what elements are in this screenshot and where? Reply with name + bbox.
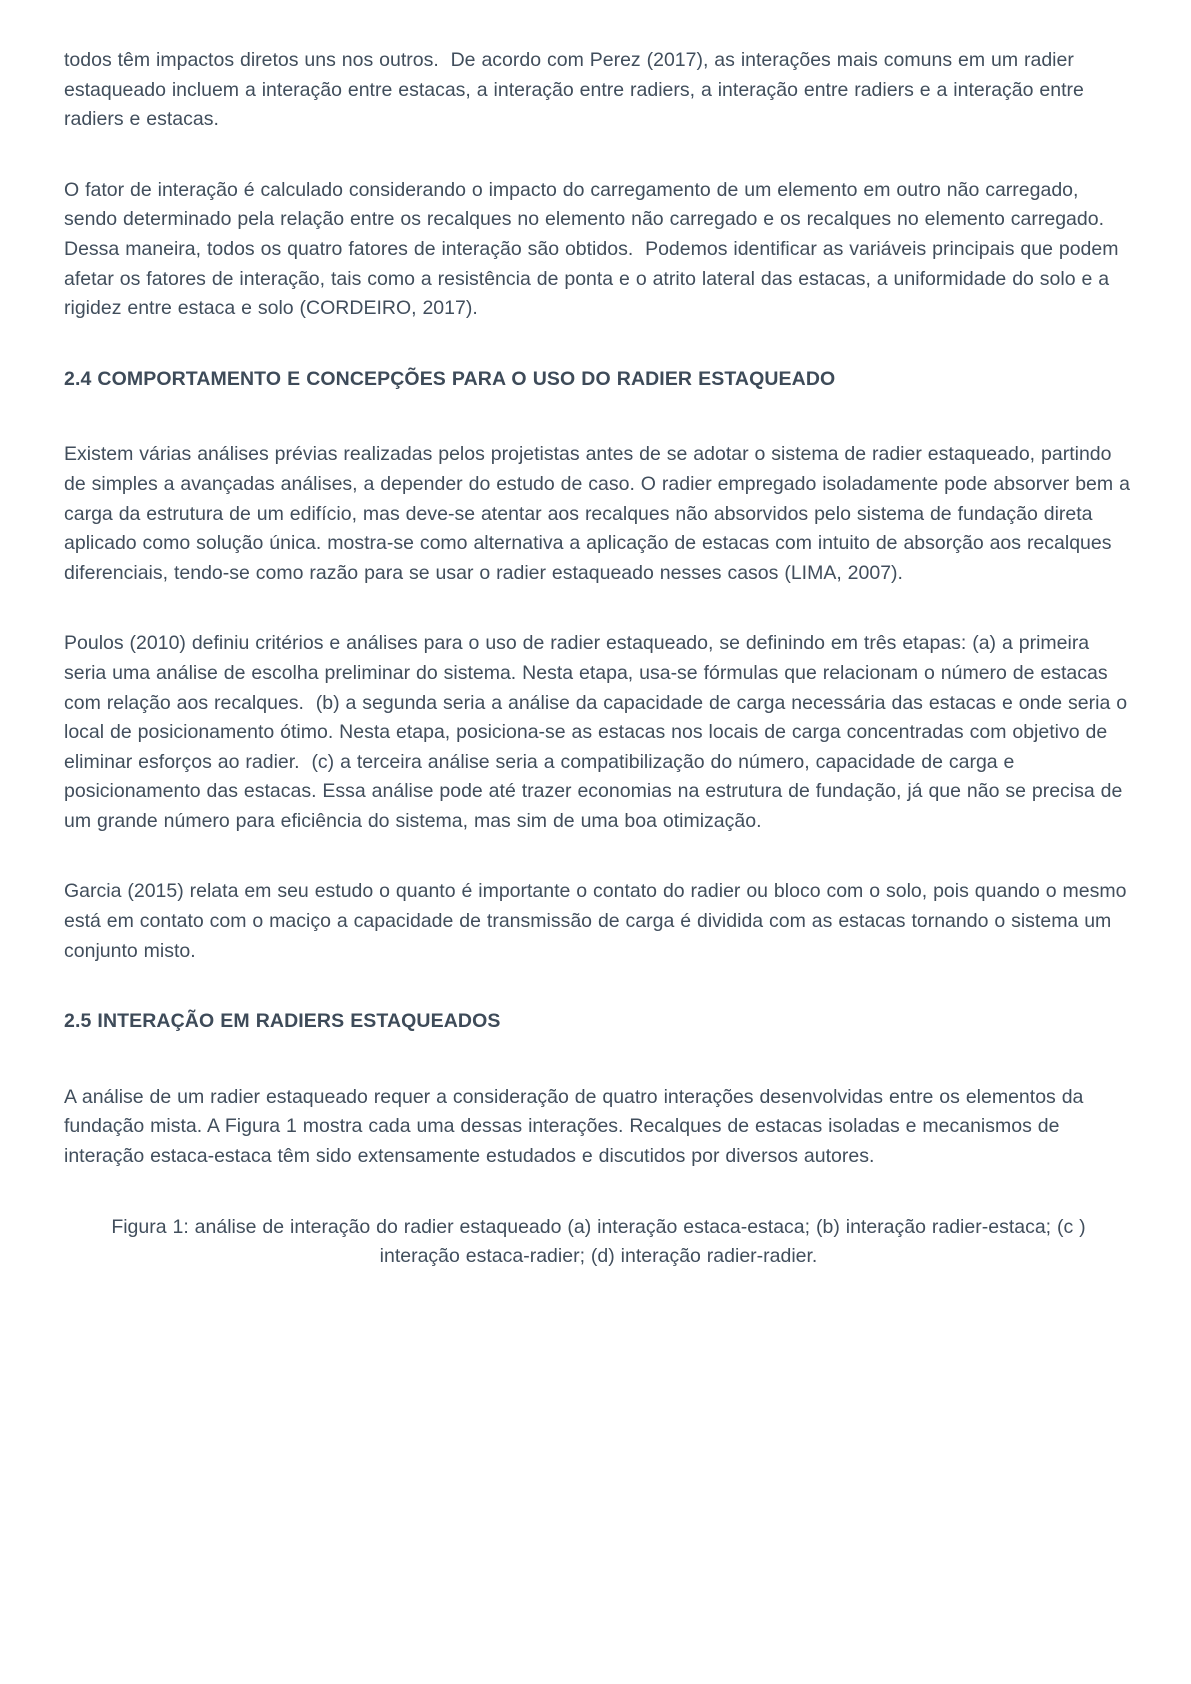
- section-heading-2-5: 2.5 INTERAÇÃO EM RADIERS ESTAQUEADOS: [64, 1010, 501, 1033]
- paragraph-poulos-criteria: Poulos (2010) definiu critérios e análises para o uso de radier estaqueado, se definindo em três etapas: (a) a primeira seria uma análise de escolha preliminar do sistema. Nesta etapa, usa-se fórmulas que relacionam o número de estacas com relação aos recalques. (b) a segunda seria a análise da capacidade de carga necessária das estacas e onde seria o local de posicionamento ótimo. Nesta etapa, posiciona-se as estacas nos locais de carga concentradas com objetivo de eliminar esforços ao radier. (c) a terceira análise seria a compatibilização do número, capacidade de carga e posicionamento das estacas. Essa análise pode até trazer economias na estrutura de fundação, já que não se precisa de um grande número para eficiência do sistema, mas sim de uma boa otimização.: [64, 632, 1133, 832]
- paragraph-previous-analyses: Existem várias análises prévias realizadas pelos projetistas antes de se adotar o sistema de radier estaqueado, partindo de simples a avançadas análises, a depender do estudo de caso. O radier empregado isoladamente pode absorver bem a carga da estrutura de um edifício, mas deve-se atentar aos recalques não absorvidos pelo sistema de fundação direta aplicado como solução única. mostra-se como alternativa a aplicação de estacas com intuito de absorção aos recalques diferenciais, tendo-se como razão para se usar o radier estaqueado nesses casos (LIMA, 2007).: [64, 443, 1136, 584]
- paragraph-four-interactions: A análise de um radier estaqueado requer a consideração de quatro interações desenvolvidas entre os elementos da fundação mista. A Figura 1 mostra cada uma dessas interações. Recalques de estacas isoladas e mecanismos de interação estaca-estaca têm sido extensamente estudados e discutidos por diversos autores.: [64, 1085, 1090, 1168]
- section-heading-2-4: 2.4 COMPORTAMENTO E CONCEPÇÕES PARA O USO DO RADIER ESTAQUEADO: [64, 367, 836, 390]
- figure-1-caption: Figura 1: análise de interação do radier estaqueado (a) interação estaca-estaca; (b) interação radier-estaca; (c ) interação estaca-radier; (d) interação radier-radier.: [111, 1215, 1092, 1268]
- paragraph-interaction-factor: O fator de interação é calculado considerando o impacto do carregamento de um elemento em outro não carregado, sendo determinado pela relação entre os recalques no elemento não carregado e os recalques no elemento carregado. Dessa maneira, todos os quatro fatores de interação são obtidos. Podemos identificar as variáveis principais que podem afetar os fatores de interação, tais como a resistência de ponta e o atrito lateral das estacas, a uniformidade do solo e a rigidez entre estaca e solo (CORDEIRO, 2017).: [64, 178, 1125, 320]
- paragraph-interactions-intro: todos têm impactos diretos uns nos outros. De acordo com Perez (2017), as interações mais comuns em um radier estaqueado incluem a interação entre estacas, a interação entre radiers, a interação entre radiers e a interação entre radiers e estacas.: [64, 49, 1090, 131]
- paragraph-garcia-contact: Garcia (2015) relata em seu estudo o quanto é importante o contato do radier ou bloco com o solo, pois quando o mesmo está em contato com o maciço a capacidade de transmissão de carga é dividida com as estacas tornando o sistema um conjunto misto.: [64, 880, 1133, 962]
